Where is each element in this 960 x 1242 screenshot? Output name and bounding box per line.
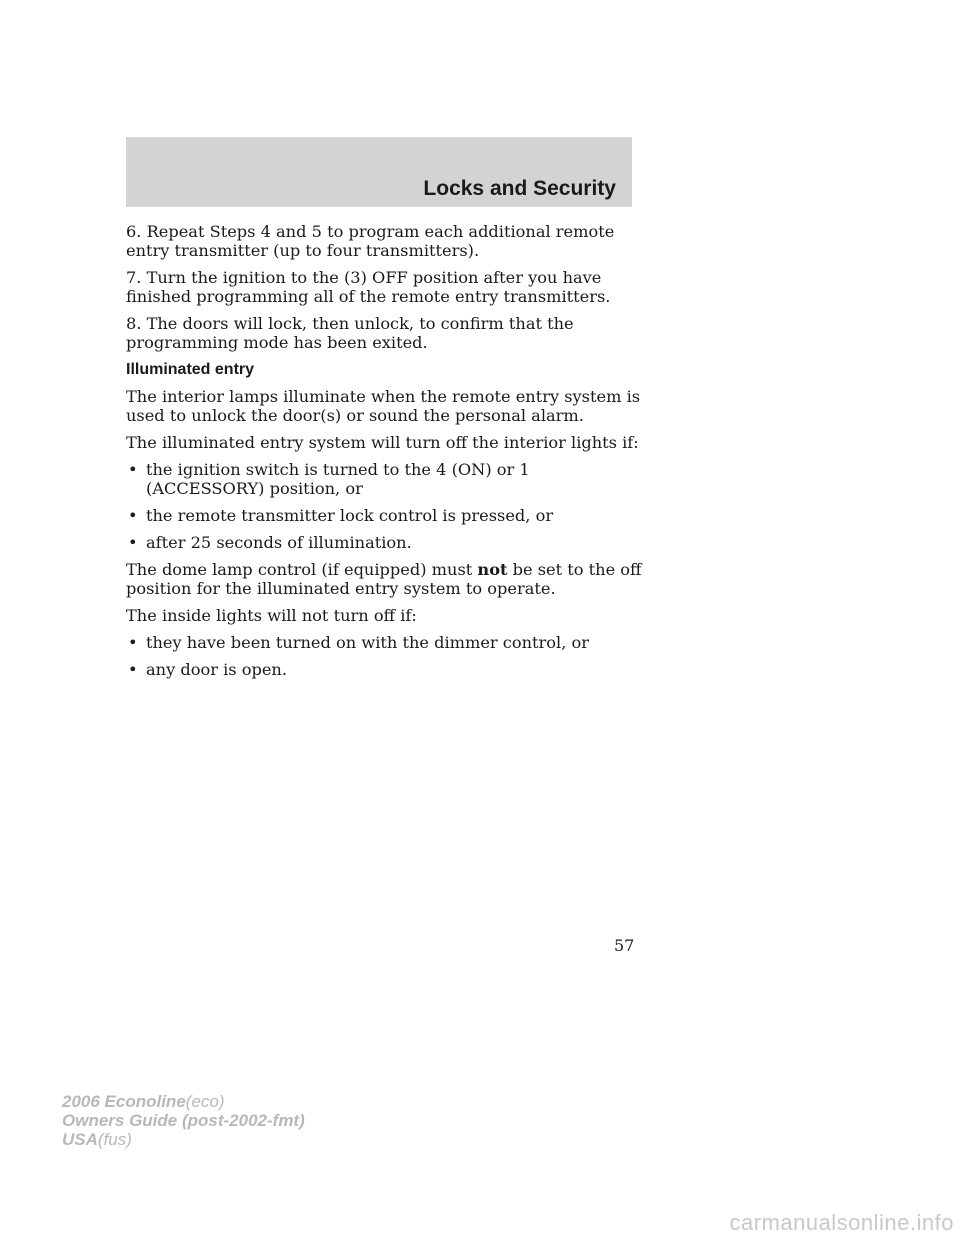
step-6-paragraph: 6. Repeat Steps 4 and 5 to program each additional remote entry transmitter (up to four transmitters). (126, 222, 615, 260)
emphasis-not: not (477, 560, 508, 579)
bullet-icon: • (128, 460, 138, 479)
section-header-band (126, 137, 632, 207)
turn-off-intro: The illuminated entry system will turn off the interior lights if: (126, 433, 639, 452)
illuminated-entry-intro: The interior lamps illuminate when the remote entry system is used to unlock the door(s) or sound the personal alarm. (126, 387, 641, 425)
document-footer (62, 1092, 305, 1149)
list-item: • after 25 seconds of illumination. (128, 533, 412, 552)
step-7-paragraph: 7. Turn the ignition to the (3) OFF position after you have finished programming all of the remote entry transmitters. (126, 268, 611, 306)
list-item: • the ignition switch is turned to the 4 (ON) or 1 (ACCESSORY) position, or (128, 460, 530, 498)
section-title: Locks and Security (423, 177, 616, 200)
step-8-paragraph: 8. The doors will lock, then unlock, to confirm that the programming mode has been exited. (126, 314, 574, 352)
turn-off-list (126, 460, 646, 552)
not-off-list (126, 633, 646, 679)
site-watermark: carmanualsonline.info (729, 1210, 954, 1235)
illuminated-entry-heading: Illuminated entry (126, 361, 255, 378)
bullet-icon: • (128, 506, 138, 525)
not-off-intro: The inside lights will not turn off if: (126, 606, 417, 625)
list-item: • they have been turned on with the dimmer control, or (128, 633, 589, 652)
footer-line-1: 2006 Econoline(eco) (62, 1092, 225, 1111)
page-content (126, 222, 646, 687)
bullet-icon: • (128, 633, 138, 652)
list-item: • the remote transmitter lock control is pressed, or (128, 506, 554, 525)
bullet-icon: • (128, 533, 138, 552)
list-item: • any door is open. (128, 660, 287, 679)
page-number: 57 (614, 936, 635, 955)
footer-line-2: Owners Guide (post-2002-fmt) (62, 1111, 305, 1130)
footer-line-3: USA(fus) (62, 1130, 132, 1149)
dome-lamp-paragraph: The dome lamp control (if equipped) must not be set to the off position for the illuminated entry system to operate. (126, 560, 642, 598)
bullet-icon: • (128, 660, 138, 679)
